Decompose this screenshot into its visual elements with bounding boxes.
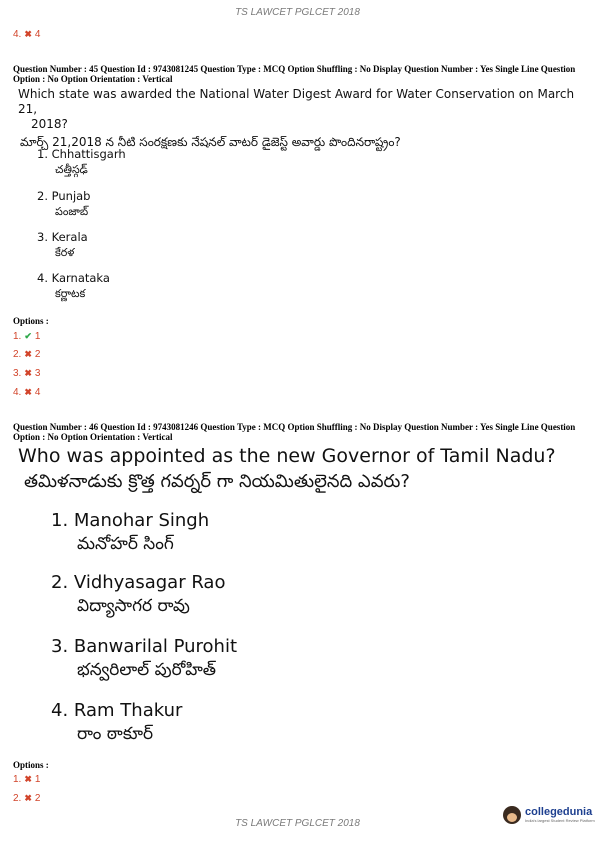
cross-icon: ✖	[24, 29, 32, 39]
cross-icon: ✖	[24, 774, 32, 784]
option-row: 1. ✔ 1	[13, 331, 41, 342]
question-text: Who was appointed as the new Governor of Tamil Nadu? తమిళనాడుకు క్రొత్త గవర్నర్ గా నియమితులైనది ఎవరు?	[18, 445, 556, 492]
options-label: Options :	[13, 316, 49, 326]
option-row: 1. ✖ 1	[13, 774, 41, 785]
cross-icon: ✖	[24, 387, 32, 397]
options-label: Options :	[13, 760, 49, 770]
choice-item: 4. Karnataka కర్ణాటక	[37, 271, 110, 300]
cross-icon: ✖	[24, 349, 32, 359]
choice-item: 2. Punjab పంజాబ్	[37, 189, 91, 218]
question-text: Which state was awarded the National Water Digest Award for Water Conservation on March 21, 2018? మార్చ్ 21,2018 న నీటి సంరక్షణకు నేషనల్ వాటర్ డైజెస్ట్ అవార్డు పొందినరాష్ట్రం?	[18, 87, 575, 149]
choice-item: 4. Ram Thakur రాం ఠాకూర్	[51, 700, 183, 744]
collegedunia-logo: collegedunia India's largest Student Review Platform	[503, 806, 595, 824]
option-row: 4. ✖ 4	[13, 387, 41, 398]
cross-icon: ✖	[24, 793, 32, 803]
choice-item: 3. Kerala కేరళ	[37, 230, 88, 259]
option-row: 4. ✖ 4	[13, 29, 41, 40]
option-row: 3. ✖ 3	[13, 368, 41, 379]
question-meta: Question Number : 45 Question Id : 9743081245 Question Type : MCQ Option Shuffling : No Display Question Number : Yes Single Line Question Option : No Option Orientation : Vertical	[13, 64, 576, 84]
choice-item: 1. Manohar Singh మనోహర్ సింగ్	[51, 510, 210, 554]
page-footer: TS LAWCET PGLCET 2018	[235, 818, 360, 829]
question-meta: Question Number : 46 Question Id : 9743081246 Question Type : MCQ Option Shuffling : No Display Question Number : Yes Single Line Question Option : No Option Orientation : Vertical	[13, 422, 576, 442]
choice-item: 3. Banwarilal Purohit భన్వరిలాల్ పురోహిత్	[51, 636, 238, 680]
mascot-icon	[503, 806, 521, 824]
page-header: TS LAWCET PGLCET 2018	[235, 7, 360, 18]
check-icon: ✔	[24, 331, 32, 341]
option-row: 2. ✖ 2	[13, 793, 41, 804]
choice-item: 1. Chhattisgarh చత్తీస్గఢ్	[37, 147, 126, 176]
cross-icon: ✖	[24, 368, 32, 378]
choice-item: 2. Vidhyasagar Rao విద్యాసాగర రావు	[51, 572, 226, 616]
option-row: 2. ✖ 2	[13, 349, 41, 360]
